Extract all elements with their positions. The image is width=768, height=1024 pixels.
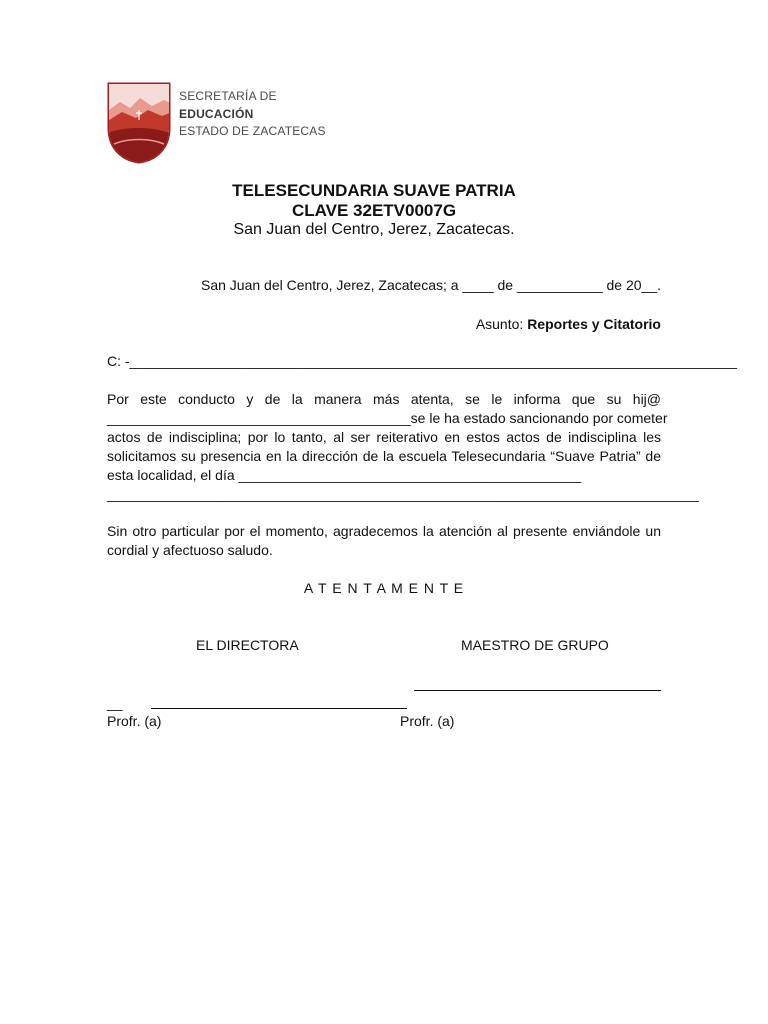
school-name: TELESECUNDARIA SUAVE PATRIA [232,181,516,200]
logo-text-secretaria: SECRETARÍA DE [179,89,277,103]
school-location: San Juan del Centro, Jerez, Zacatecas. [233,221,515,238]
asunto-value: Reportes y Citatorio [527,316,661,332]
director-signature-line [151,708,407,709]
paragraph-notice [107,390,699,504]
secretaria-educacion-logo [106,82,172,164]
teacher-title: MAESTRO DE GRUPO [461,637,609,653]
paragraph-notice-line-2: _______________________________________se le ha estado sancionando por cometer [107,410,668,426]
paragraph-notice-line-4: solicitamos su presencia en la dirección de la escuela Telesecundaria “Suave Patria” de [107,448,661,464]
teacher-name: Profr. (a) [400,713,455,729]
director-name: Profr. (a) [107,713,162,729]
paragraph-notice-line-5: esta localidad, el día ____________________________________________ [107,467,582,483]
school-clave: CLAVE 32ETV0007G [291,201,457,220]
paragraph-notice-line-1: Por este conducto y de la manera más atenta, se le informa que su hij@ [107,391,661,407]
paragraph-closing-line-2: cordial y afectuoso saludo. [107,542,273,558]
paragraph-closing [107,522,661,560]
paragraph-closing-line-1: Sin otro particular por el momento, agradecemos la atención al presente enviándole un [107,523,661,539]
recipient-line: C: -______________________________________________________________________________ [107,353,737,369]
asunto-line [476,315,661,334]
asunto-label: Asunto: [475,316,528,332]
paragraph-notice-line-3: actos de indisciplina; por lo tanto, al ser reiterativo en estos actos de indisciplina les [107,429,661,445]
logo-text-estado: ESTADO DE ZACATECAS [179,124,326,138]
date-line: San Juan del Centro, Jerez, Zacatecas; a ____ de ___________ de 20__. [200,277,661,293]
logo-text-educacion: EDUCACIÓN [179,107,254,121]
director-signature-stub: __ [107,695,123,711]
director-title: EL DIRECTORA [196,637,299,653]
teacher-signature-line [414,690,661,691]
paragraph-notice-line-6: ____________________________________________________________________________ [107,486,699,502]
atentamente: A T E N T A M E N T E [303,580,465,596]
